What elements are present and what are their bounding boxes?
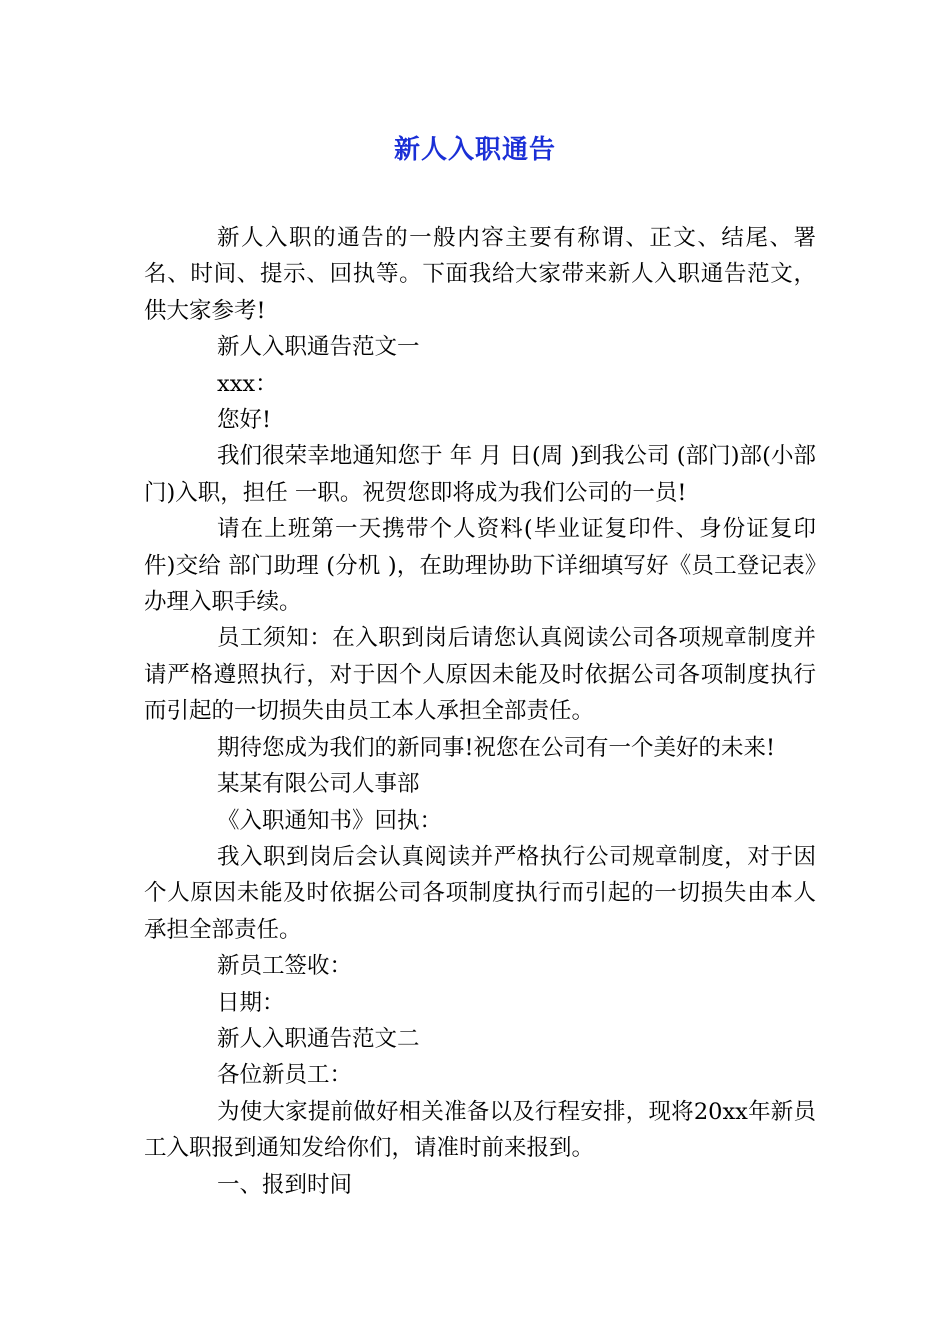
paragraph-receipt-heading: 《入职通知书》回执： <box>217 807 443 834</box>
paragraph-intro: 新人入职的通告的一般内容主要有称谓、正文、结尾、署名、时间、提示、回执等。下面我给大家带来新人入职通告范文，供大家参考! <box>144 225 816 324</box>
paragraph-section-one: 一、报到时间 <box>217 1171 353 1198</box>
paragraph-receipt-body: 我入职到岗后会认真阅读并严格执行公司规章制度，对于因个人原因未能及时依据公司各项制度执行而引起的一切损失由本人承担全部责任。 <box>144 843 816 943</box>
paragraph-sample-one-heading: 新人入职通告范文一 <box>217 334 420 361</box>
paragraph-salutation: xxx： <box>217 370 278 397</box>
paragraph-signature-dept: 某某有限公司人事部 <box>217 771 420 798</box>
paragraph-sample-two-heading: 新人入职通告范文二 <box>217 1025 420 1052</box>
document-body <box>144 220 816 1203</box>
paragraph-notice: 我们很荣幸地通知您于 年 月 日(周 )到我公司 (部门)部(小部门)入职，担任 一职。祝贺您即将成为我们公司的一员! <box>144 443 816 506</box>
paragraph-employee-notes: 员工须知：在入职到岗后请您认真阅读公司各项规章制度并请严格遵照执行，对于因个人原因未能及时依据公司各项制度执行而引起的一切损失由员工本人承担全部责任。 <box>144 625 816 725</box>
document-title: 新人入职通告 <box>393 135 556 165</box>
paragraph-date-field: 日期： <box>217 989 285 1016</box>
paragraph-wishes: 期待您成为我们的新同事!祝您在公司有一个美好的未来! <box>217 734 776 761</box>
paragraph-documents: 请在上班第一天携带个人资料(毕业证复印件、身份证复印件)交给 部门助理 (分机 )，在助理协助下详细填写好《员工登记表》办理入职手续。 <box>144 516 816 616</box>
paragraph-notice-two: 为使大家提前做好相关准备以及行程安排，现将20xx年新员工入职报到通知发给你们，请准时前来报到。 <box>144 1098 816 1162</box>
paragraph-greeting: 您好! <box>217 407 272 434</box>
paragraph-salutation-two: 各位新员工： <box>217 1062 353 1089</box>
paragraph-sign-field: 新员工签收： <box>217 953 353 980</box>
